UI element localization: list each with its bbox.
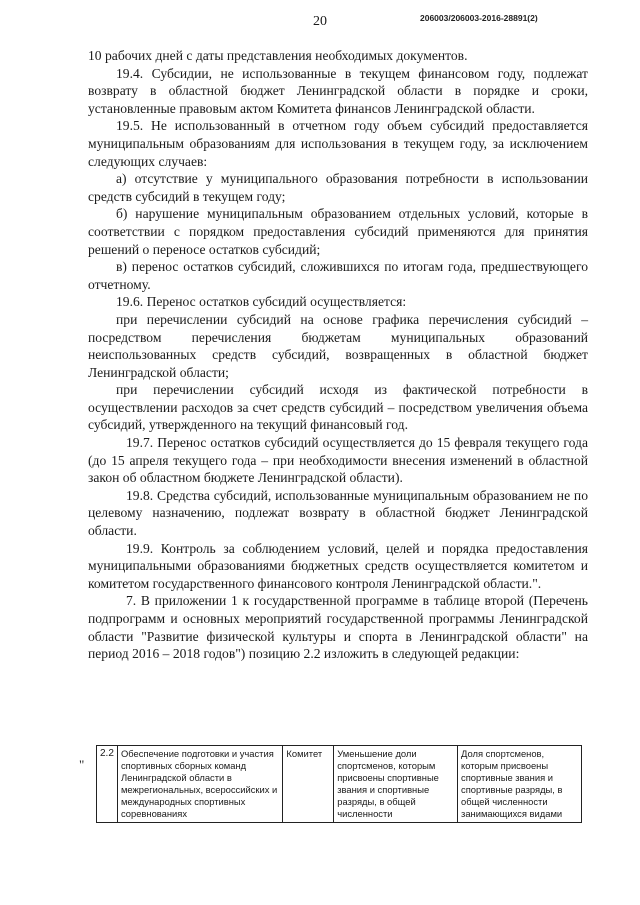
position-table: [96, 745, 582, 823]
paragraph-19-5-a: а) отсутствие у муниципального образования потребности в использовании средств субсидий в текущем году;: [88, 171, 588, 204]
paragraph-19-9: 19.9. Контроль за соблюдением условий, целей и порядка предоставления муниципальными образованиями бюджетных средств осуществляется комитетом и комитетом государственного финансового контроля Ленинградской области.".: [88, 540, 588, 591]
paragraph-7: 7. В приложении 1 к государственной программе в таблице второй (Перечень подпрограмм и основных мероприятий государственной программы Ленинградской области "Развитие физической культуры и спорта в Ленинградской области" на период 2016 – 2018 годов") позицию 2.2 изложить в следующей редакции:: [88, 593, 588, 662]
table-row: [97, 746, 582, 823]
cell-number: 2.2: [97, 746, 118, 823]
paragraph-19-5-b: б) нарушение муниципальным образованием отдельных условий, которые в соответствии с порядком предоставления субсидий применяются для принятия решений о переносе остатков субсидий;: [88, 206, 588, 257]
paragraph-19-6-demand: при перечислении субсидий исходя из фактической потребности в осуществлении расходов за счет средств субсидий – посредством увеличения объема субсидий, утвержденного на текущий финансовый год.: [88, 382, 588, 433]
cell-event-name: Обеспечение подготовки и участия спортивных сборных команд Ленинградской области в межрегиональных, всероссийских и международных спортивных соревнованиях: [117, 746, 282, 823]
cell-result: Уменьшение доли спортсменов, которым присвоены спортивные звания и спортивные разряды, в общей численности: [334, 746, 458, 823]
paragraph-continuation: 10 рабочих дней с даты представления необходимых документов.: [88, 48, 468, 63]
paragraph-19-4: 19.4. Субсидии, не использованные в текущем финансовом году, подлежат возврату в областной бюджет Ленинградской области в порядке и сроки, установленные правовым актом Комитета финансов Ленинградской области.: [88, 65, 588, 116]
cell-indicator: Доля спортсменов, которым присвоены спортивные звания и спортивные разряды, в общей численности занимающихся видами: [458, 746, 582, 823]
paragraph-19-5: 19.5. Не использованный в отчетном году объем субсидий предоставляется муниципальным образованиям для использования в текущем году, за исключением следующих случаев:: [88, 118, 588, 169]
paragraph-19-7: 19.7. Перенос остатков субсидий осуществляется до 15 февраля текущего года (до 15 апреля текущего года – при необходимости внесения изменений в областной закон об областном бюджете Ленинградской области).: [88, 435, 588, 486]
document-body: [88, 47, 588, 663]
page-number: 20: [313, 14, 327, 29]
document-id: 206003/206003-2016-28891(2): [420, 13, 538, 23]
paragraph-19-6-schedule: при перечислении субсидий на основе графика перечисления субсидий – посредством перечисления бюджетам муниципальных образований неиспользованных средств субсидий, возвращенных в областной бюджет Ленинградской области;: [88, 311, 588, 380]
paragraph-19-8: 19.8. Средства субсидий, использованные муниципальным образованием не по целевому назначению, подлежат возврату в областной бюджет Ленинградской области.: [88, 487, 588, 539]
paragraph-19-6: 19.6. Перенос остатков субсидий осуществляется:: [116, 294, 407, 310]
cell-executor: Комитет: [283, 746, 334, 823]
opening-quote: ": [79, 757, 85, 772]
paragraph-19-5-v: в) перенос остатков субсидий, сложившихся по итогам года, предшествующего отчетному.: [88, 259, 588, 292]
